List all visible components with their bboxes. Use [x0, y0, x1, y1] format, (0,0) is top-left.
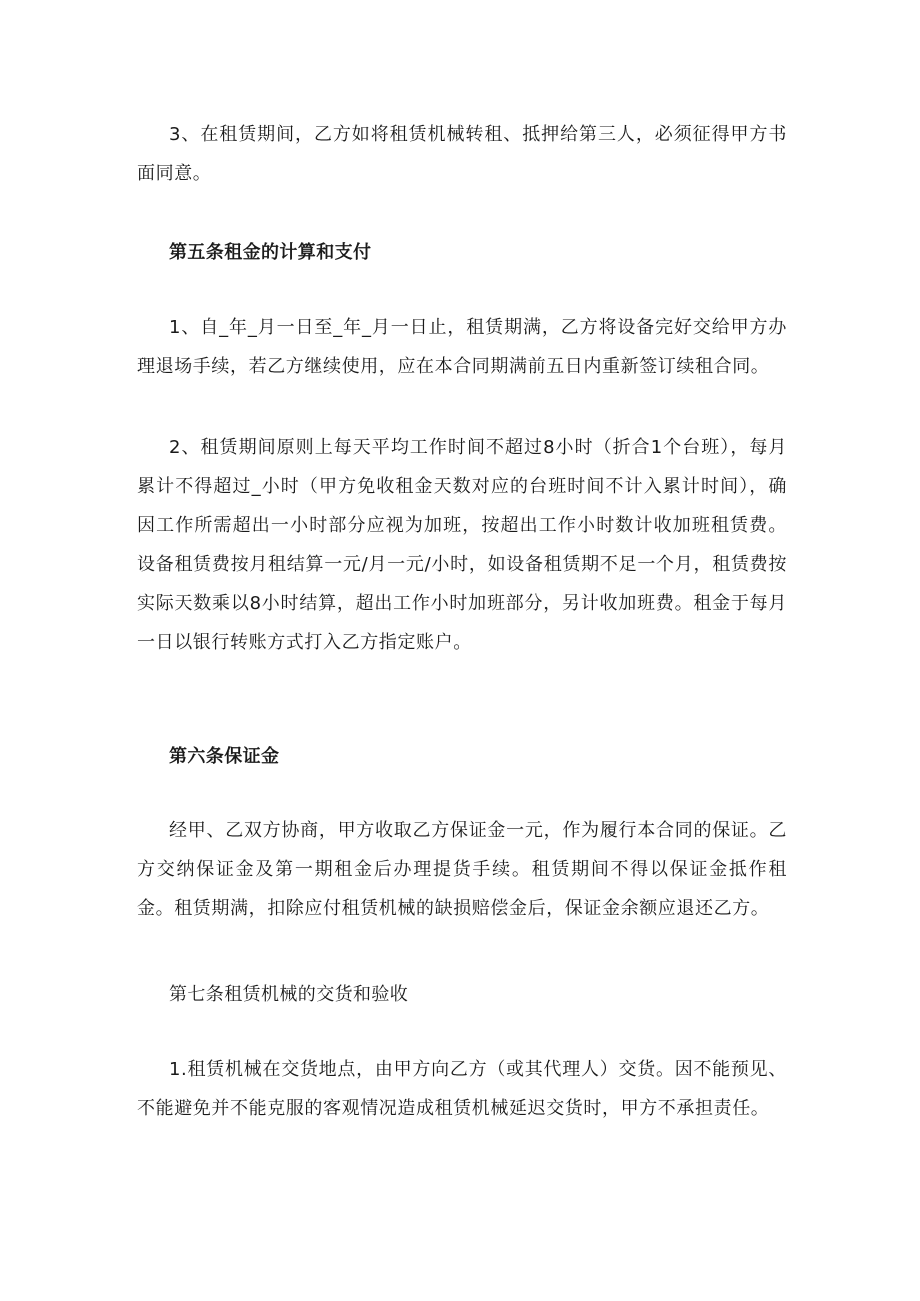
article-5-title: 第五条租金的计算和支付	[169, 242, 372, 263]
article-6-body: 经甲、乙双方协商，甲方收取乙方保证金一元，作为履行本合同的保证。乙方交纳保证金及第一期租金后办理提货手续。租赁期间不得以保证金抵作租金。租赁期满，扣除应付租赁机械的缺损赔偿金后，保证金余额应退还乙方。	[137, 820, 787, 919]
article-5-item-1: 1、自_年_月一日至_年_月一日止，租赁期满，乙方将设备完好交给甲方办理退场手续，若乙方继续使用，应在本合同期满前五日内重新签订续租合同。	[137, 317, 787, 377]
clause-4-item-3: 3、在租赁期间，乙方如将租赁机械转租、抵押给第三人，必须征得甲方书面同意。	[137, 124, 787, 184]
article-7-title: 第七条租赁机械的交货和验收	[169, 984, 409, 1005]
article-5-item-2: 2、租赁期间原则上每天平均工作时间不超过8小时（折合1个台班），每月累计不得超过_小时（甲方免收租金天数对应的台班时间不计入累计时间），确因工作所需超出一小时部分应视为加班，按超出工作小时数计收加班租赁费。设备租赁费按月租结算一元/月一元/小时，如设备租赁期不足一个月，租赁费按实际天数乘以8小时结算，超出工作小时加班部分，另计收加班费。租金于每月一日以银行转账方式打入乙方指定账户。	[137, 437, 787, 653]
article-7-item-1: 1.租赁机械在交货地点，由甲方向乙方（或其代理人）交货。因不能预见、不能避免并不能克服的客观情况造成租赁机械延迟交货时，甲方不承担责任。	[137, 1059, 787, 1119]
article-6-title: 第六条保证金	[169, 746, 280, 767]
